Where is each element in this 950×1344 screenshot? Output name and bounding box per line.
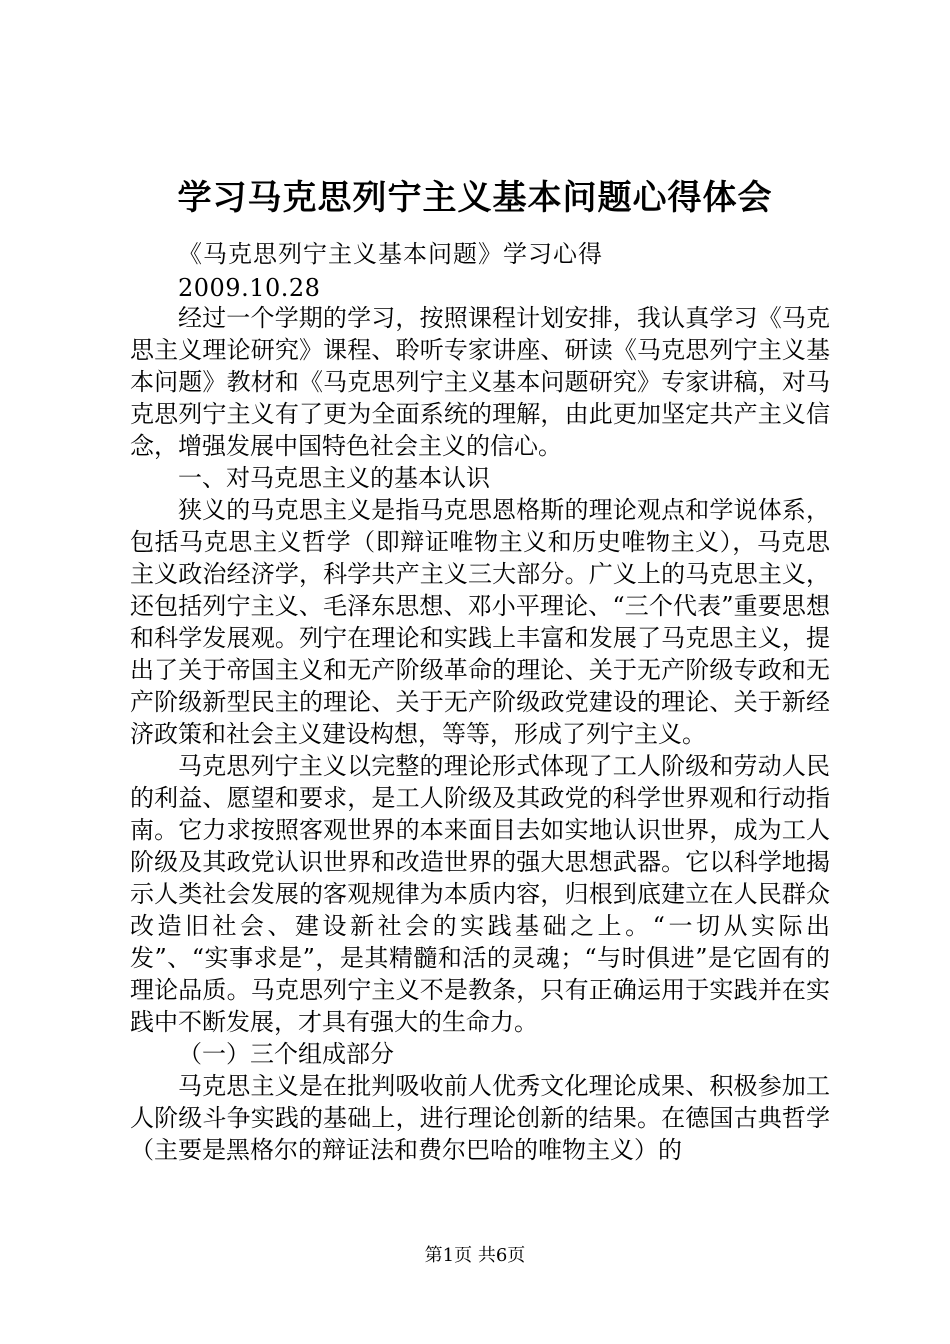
document-subtitle: 《马克思列宁主义基本问题》学习心得 — [178, 240, 603, 268]
section1-paragraph-1: 狭义的马克思主义是指马克思恩格斯的理论观点和学说体系，包括马克思主义哲学（即辩证唯物主义和历史唯物主义），马克思主义政治经济学，科学共产主义三大部分。广义上的马克思主义，还包括列宁主义、毛泽东思想、邓小平理论、“三个代表”重要思想和科学发展观。列宁在理论和实践上丰富和发展了马克思主义，提出了关于帝国主义和无产阶级革命的理论、关于无产阶级专政和无产阶级新型民主的理论、关于无产阶级政党建设的理论、关于新经济政策和社会主义建设构想，等等，形成了列宁主义。 — [130, 496, 830, 748]
document-body — [130, 302, 830, 1166]
document-date: 2009.10.28 — [178, 274, 321, 302]
document-title: 学习马克思列宁主义基本问题心得体会 — [177, 178, 773, 218]
subsection-paragraph: 马克思主义是在批判吸收前人优秀文化理论成果、积极参加工人阶级斗争实践的基础上，进行理论创新的结果。在德国古典哲学（主要是黑格尔的辩证法和费尔巴哈的唯物主义）的 — [130, 1072, 830, 1164]
section1-paragraph-2: 马克思列宁主义以完整的理论形式体现了工人阶级和劳动人民的利益、愿望和要求，是工人阶级及其政党的科学世界观和行动指南。它力求按照客观世界的本来面目去如实地认识世界，成为工人阶级及其政党认识世界和改造世界的强大思想武器。它以科学地揭示人类社会发展的客观规律为本质内容，归根到底建立在人民群众改造旧社会、建设新社会的实践基础之上。“一切从实际出发”、“实事求是”，是其精髓和活的灵魂；“与时俱进”是它固有的理论品质。马克思列宁主义不是教条，只有正确运用于实践并在实践中不断发展，才具有强大的生命力。 — [130, 752, 830, 1036]
page-number-footer: 第1页 共6页 — [424, 1245, 526, 1266]
subsection-heading: （一）三个组成部分 — [178, 1040, 394, 1068]
intro-paragraph: 经过一个学期的学习，按照课程计划安排，我认真学习《马克思主义理论研究》课程、聆听专家讲座、研读《马克思列宁主义基本问题》教材和《马克思列宁主义基本问题研究》专家讲稿，对马克思列宁主义有了更为全面系统的理解，由此更加坚定共产主义信念，增强发展中国特色社会主义的信心。 — [130, 304, 830, 460]
section-heading-1: 一、对马克思主义的基本认识 — [178, 464, 490, 492]
